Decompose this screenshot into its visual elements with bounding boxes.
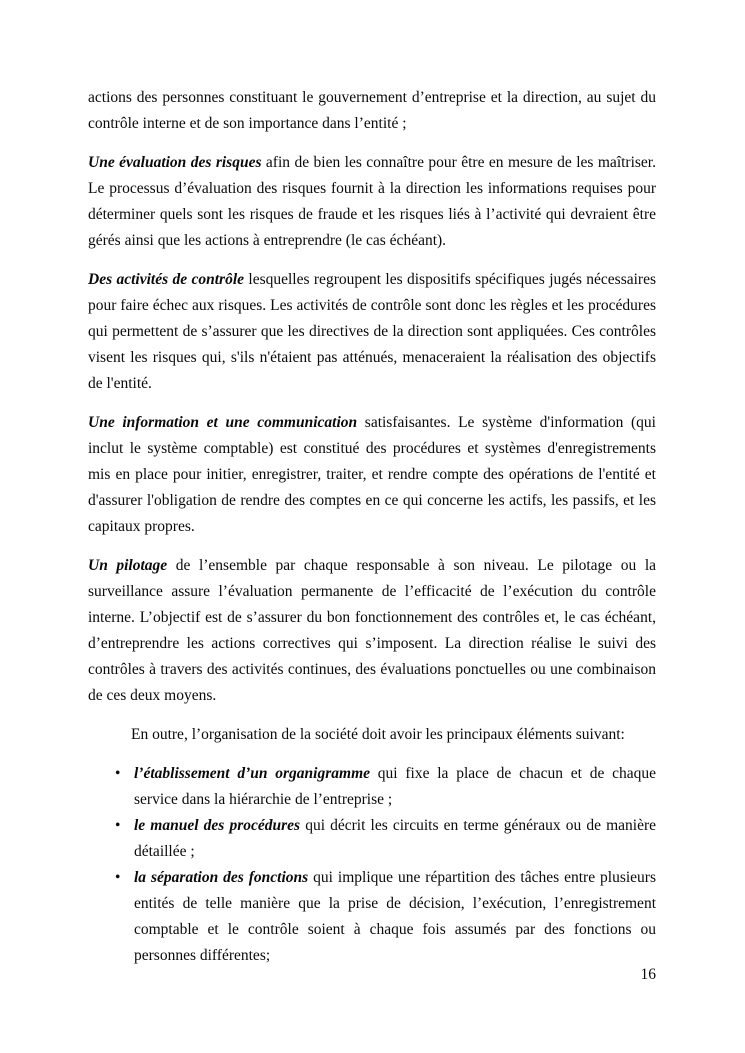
intro-text: En outre, l’organisation de la société doit avoir les principaux éléments suivant: — [131, 726, 625, 743]
paragraph-lead: Des activités de contrôle — [88, 271, 245, 288]
paragraph-text: de l’ensemble par chaque responsable à son niveau. Le pilotage ou la surveillance assure l’évaluation permanente de l’efficacité de l’exécution du contrôle interne. L’objectif est de s’assurer du bon fonctionnement des contrôles et, le cas échéant, d’entreprendre les actions correctives qui s’imposent. La direction réalise le suivi des contrôles à travers des activités continues, des évaluations ponctuelles ou une combinaison de ces deux moyens. — [88, 557, 656, 704]
bullet-lead: l’établissement d’un organigramme — [134, 765, 371, 782]
intro-paragraph — [88, 722, 656, 748]
list-item — [88, 865, 656, 969]
body-paragraph — [88, 150, 656, 254]
paragraph-lead: Une évaluation des risques — [88, 154, 262, 171]
bullet-text: qui implique une répartition des tâches entre plusieurs entités de telle manière que la prise de décision, l’exécution, l’enregistrement comptable et le contrôle soient à chaque fois assumés par des fonctions ou personnes différentes; — [134, 869, 656, 964]
paragraph-text: lesquelles regroupent les dispositifs spécifiques jugés nécessaires pour faire échec aux risques. Les activités de contrôle sont donc les règles et les procédures qui permettent de s’assurer que les directives de la direction sont appliquées. Ces contrôles visent les risques qui, s'ils n'étaient pas atténués, menaceraient la réalisation des objectifs de l'entité. — [88, 271, 657, 392]
bullet-text: qui fixe la place de chacun et de chaque service dans la hiérarchie de l’entreprise ; — [134, 765, 656, 808]
paragraph-lead: Une information et une communication — [88, 414, 358, 431]
bullet-lead: le manuel des procédures — [134, 817, 301, 834]
body-paragraph — [88, 553, 656, 709]
body-paragraph — [88, 267, 656, 397]
bullet-list — [88, 761, 656, 969]
paragraph-text: satisfaisantes. Le système d'information (qui inclut le système comptable) est constitué des procédures et systèmes d'enregistrements mis en place pour initier, enregistrer, traiter, et rendre compte des opérations de l'entité et d'assurer l'obligation de rendre des comptes en ce qui concerne les actifs, les passifs, et les capitaux propres. — [88, 414, 656, 535]
paragraph-text: afin de bien les connaître pour être en mesure de les maîtriser. Le processus d’évaluation des risques fournit à la direction les informations requises pour déterminer quels sont les risques de fraude et les risques liés à l’activité qui devraient être gérés ainsi que les actions à entreprendre (le cas échéant). — [88, 154, 656, 249]
paragraph-text: actions des personnes constituant le gouvernement d’entreprise et la direction, au sujet du contrôle interne et de son importance dans l’entité ; — [88, 89, 656, 132]
bullet-text: qui décrit les circuits en terme généraux ou de manière détaillée ; — [134, 817, 656, 860]
list-item — [88, 761, 656, 813]
bullet-lead: la séparation des fonctions — [134, 869, 309, 886]
page-number: 16 — [640, 966, 656, 983]
paragraph-lead: Un pilotage — [88, 557, 168, 574]
body-paragraph — [88, 410, 656, 540]
body-paragraph — [88, 85, 656, 137]
list-item — [88, 813, 656, 865]
